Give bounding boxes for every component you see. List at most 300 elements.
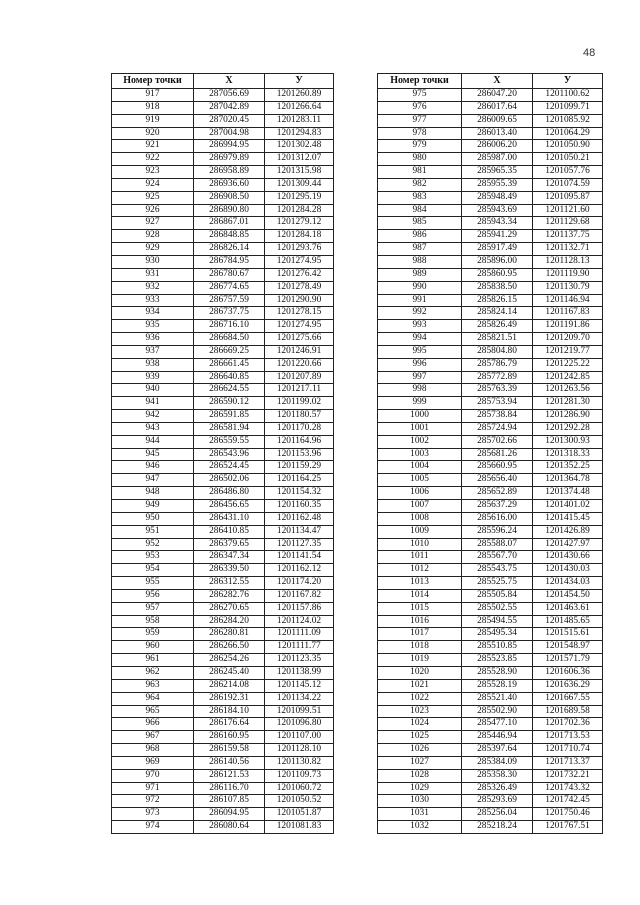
cell-x: 285505.84 (462, 589, 533, 602)
table-row (112, 538, 334, 551)
cell-point-number: 1009 (378, 525, 462, 538)
cell-point-number: 921 (112, 140, 194, 153)
table-row (112, 487, 334, 500)
cell-x: 286176.64 (194, 718, 265, 731)
cell-point-number: 1005 (378, 474, 462, 487)
cell-point-number: 973 (112, 808, 194, 821)
cell-x: 286559.55 (194, 435, 265, 448)
table-row (112, 371, 334, 384)
cell-x: 285941.29 (462, 230, 533, 243)
cell-x: 285495.34 (462, 628, 533, 641)
cell-y: 1201123.35 (265, 654, 334, 667)
cell-point-number: 951 (112, 525, 194, 538)
table-row (378, 127, 603, 140)
cell-x: 285860.95 (462, 268, 533, 281)
table-row (378, 461, 603, 474)
cell-y: 1201742.45 (533, 795, 603, 808)
table-row (112, 358, 334, 371)
cell-y: 1201260.89 (265, 89, 334, 102)
cell-point-number: 997 (378, 371, 462, 384)
cell-x: 286160.95 (194, 731, 265, 744)
cell-x: 285477.10 (462, 718, 533, 731)
table-row (378, 178, 603, 191)
cell-x: 286192.31 (194, 692, 265, 705)
cell-point-number: 933 (112, 294, 194, 307)
cell-point-number: 1018 (378, 641, 462, 654)
cell-x: 286284.20 (194, 615, 265, 628)
cell-x: 285358.30 (462, 769, 533, 782)
cell-y: 1201571.79 (533, 654, 603, 667)
cell-point-number: 975 (378, 89, 462, 102)
table-row (378, 821, 603, 834)
table-header-row (378, 74, 603, 89)
table-row (378, 641, 603, 654)
cell-point-number: 976 (378, 101, 462, 114)
table-row (112, 808, 334, 821)
cell-x: 285917.49 (462, 243, 533, 256)
cell-point-number: 1027 (378, 756, 462, 769)
table-row (378, 782, 603, 795)
table-row (112, 281, 334, 294)
cell-point-number: 978 (378, 127, 462, 140)
table-row (378, 679, 603, 692)
cell-point-number: 927 (112, 217, 194, 230)
cell-point-number: 944 (112, 435, 194, 448)
cell-point-number: 1010 (378, 538, 462, 551)
cell-y: 1201767.51 (533, 821, 603, 834)
cell-x: 286017.64 (462, 101, 533, 114)
cell-x: 286266.50 (194, 641, 265, 654)
cell-point-number: 942 (112, 410, 194, 423)
table-row (378, 101, 603, 114)
table-row (112, 782, 334, 795)
cell-point-number: 1008 (378, 512, 462, 525)
cell-x: 286591.85 (194, 410, 265, 423)
cell-y: 1201430.03 (533, 564, 603, 577)
cell-x: 286280.81 (194, 628, 265, 641)
cell-point-number: 969 (112, 756, 194, 769)
cell-x: 285446.94 (462, 731, 533, 744)
cell-x: 285753.94 (462, 397, 533, 410)
cell-y: 1201134.22 (265, 692, 334, 705)
cell-x: 286116.70 (194, 782, 265, 795)
cell-y: 1201128.10 (265, 744, 334, 757)
cell-x: 285397.64 (462, 744, 533, 757)
table-row (112, 564, 334, 577)
cell-point-number: 917 (112, 89, 194, 102)
cell-y: 1201292.28 (533, 422, 603, 435)
cell-y: 1201293.76 (265, 243, 334, 256)
cell-point-number: 958 (112, 615, 194, 628)
table-row (112, 255, 334, 268)
cell-point-number: 920 (112, 127, 194, 140)
table-row (112, 679, 334, 692)
table-row (112, 615, 334, 628)
header-point-number: Номер точки (112, 74, 194, 89)
cell-y: 1201153.96 (265, 448, 334, 461)
cell-y: 1201246.91 (265, 345, 334, 358)
table-row (112, 821, 334, 834)
cell-x: 286737.75 (194, 307, 265, 320)
cell-point-number: 939 (112, 371, 194, 384)
table-row (112, 191, 334, 204)
cell-y: 1201636.29 (533, 679, 603, 692)
table-row (378, 255, 603, 268)
table-row (378, 230, 603, 243)
cell-point-number: 937 (112, 345, 194, 358)
cell-y: 1201220.66 (265, 358, 334, 371)
cell-point-number: 946 (112, 461, 194, 474)
cell-x: 286826.14 (194, 243, 265, 256)
cell-y: 1201266.64 (265, 101, 334, 114)
cell-y: 1201702.36 (533, 718, 603, 731)
cell-y: 1201164.25 (265, 474, 334, 487)
table-row (112, 744, 334, 757)
table-row (112, 666, 334, 679)
cell-y: 1201121.60 (533, 204, 603, 217)
table-row (378, 692, 603, 705)
cell-y: 1201100.62 (533, 89, 603, 102)
cell-point-number: 974 (112, 821, 194, 834)
cell-x: 286107.85 (194, 795, 265, 808)
cell-point-number: 957 (112, 602, 194, 615)
cell-y: 1201141.54 (265, 551, 334, 564)
table-row (112, 512, 334, 525)
table-row (378, 294, 603, 307)
table-row (378, 140, 603, 153)
cell-y: 1201689.58 (533, 705, 603, 718)
cell-y: 1201050.52 (265, 795, 334, 808)
cell-x: 285987.00 (462, 153, 533, 166)
cell-x: 286339.50 (194, 564, 265, 577)
cell-y: 1201119.90 (533, 268, 603, 281)
cell-point-number: 1006 (378, 487, 462, 500)
cell-y: 1201278.15 (265, 307, 334, 320)
table-row (112, 397, 334, 410)
cell-y: 1201162.12 (265, 564, 334, 577)
cell-point-number: 955 (112, 577, 194, 590)
table-row (112, 602, 334, 615)
cell-point-number: 950 (112, 512, 194, 525)
cell-x: 286848.85 (194, 230, 265, 243)
table-row (378, 114, 603, 127)
cell-x: 286312.55 (194, 577, 265, 590)
cell-point-number: 1004 (378, 461, 462, 474)
cell-point-number: 1025 (378, 731, 462, 744)
cell-x: 285293.69 (462, 795, 533, 808)
table-row (112, 461, 334, 474)
cell-y: 1201207.89 (265, 371, 334, 384)
cell-point-number: 987 (378, 243, 462, 256)
cell-x: 285738.84 (462, 410, 533, 423)
coordinates-table-right (377, 73, 603, 834)
cell-x: 286254.26 (194, 654, 265, 667)
cell-x: 286214.08 (194, 679, 265, 692)
cell-x: 286669.25 (194, 345, 265, 358)
table-row (112, 114, 334, 127)
cell-x: 285943.34 (462, 217, 533, 230)
table-row (378, 217, 603, 230)
cell-point-number: 984 (378, 204, 462, 217)
cell-y: 1201352.25 (533, 461, 603, 474)
cell-point-number: 965 (112, 705, 194, 718)
cell-x: 286094.95 (194, 808, 265, 821)
cell-point-number: 963 (112, 679, 194, 692)
cell-x: 285596.24 (462, 525, 533, 538)
cell-y: 1201515.61 (533, 628, 603, 641)
cell-x: 286757.59 (194, 294, 265, 307)
cell-y: 1201129.68 (533, 217, 603, 230)
cell-y: 1201710.74 (533, 744, 603, 757)
cell-point-number: 996 (378, 358, 462, 371)
cell-x: 286431.10 (194, 512, 265, 525)
table-row (378, 333, 603, 346)
table-row (378, 281, 603, 294)
table-row (378, 602, 603, 615)
table-row (112, 410, 334, 423)
table-row (378, 320, 603, 333)
table-body-left (112, 89, 334, 834)
cell-y: 1201426.89 (533, 525, 603, 538)
table-row (378, 654, 603, 667)
cell-x: 286979.89 (194, 153, 265, 166)
cell-y: 1201401.02 (533, 500, 603, 513)
cell-x: 285528.19 (462, 679, 533, 692)
cell-x: 286121.53 (194, 769, 265, 782)
table-row (378, 204, 603, 217)
cell-x: 285660.95 (462, 461, 533, 474)
cell-x: 285786.79 (462, 358, 533, 371)
cell-y: 1201217.11 (265, 384, 334, 397)
cell-y: 1201132.71 (533, 243, 603, 256)
table-row (112, 718, 334, 731)
table-row (112, 551, 334, 564)
cell-y: 1201283.11 (265, 114, 334, 127)
cell-x: 285588.07 (462, 538, 533, 551)
cell-point-number: 992 (378, 307, 462, 320)
cell-y: 1201454.50 (533, 589, 603, 602)
cell-x: 285965.35 (462, 166, 533, 179)
cell-x: 285948.49 (462, 191, 533, 204)
cell-point-number: 972 (112, 795, 194, 808)
cell-y: 1201286.90 (533, 410, 603, 423)
cell-x: 286661.45 (194, 358, 265, 371)
table-row (378, 487, 603, 500)
cell-x: 285896.00 (462, 255, 533, 268)
cell-y: 1201130.82 (265, 756, 334, 769)
cell-y: 1201275.66 (265, 333, 334, 346)
cell-point-number: 929 (112, 243, 194, 256)
cell-y: 1201164.96 (265, 435, 334, 448)
table-row (112, 166, 334, 179)
cell-y: 1201364.78 (533, 474, 603, 487)
cell-point-number: 990 (378, 281, 462, 294)
cell-x: 285955.39 (462, 178, 533, 191)
cell-point-number: 931 (112, 268, 194, 281)
cell-point-number: 967 (112, 731, 194, 744)
cell-point-number: 960 (112, 641, 194, 654)
cell-point-number: 1030 (378, 795, 462, 808)
cell-y: 1201107.00 (265, 731, 334, 744)
cell-point-number: 966 (112, 718, 194, 731)
cell-x: 286684.50 (194, 333, 265, 346)
table-row (112, 153, 334, 166)
cell-y: 1201095.87 (533, 191, 603, 204)
cell-y: 1201134.47 (265, 525, 334, 538)
cell-y: 1201667.55 (533, 692, 603, 705)
cell-x: 286581.94 (194, 422, 265, 435)
cell-y: 1201127.35 (265, 538, 334, 551)
cell-point-number: 999 (378, 397, 462, 410)
cell-y: 1201081.83 (265, 821, 334, 834)
table-row (112, 448, 334, 461)
cell-y: 1201111.09 (265, 628, 334, 641)
cell-y: 1201096.80 (265, 718, 334, 731)
table-row (378, 628, 603, 641)
cell-point-number: 1031 (378, 808, 462, 821)
cell-x: 286080.64 (194, 821, 265, 834)
cell-x: 286140.56 (194, 756, 265, 769)
cell-point-number: 1016 (378, 615, 462, 628)
cell-point-number: 959 (112, 628, 194, 641)
cell-y: 1201180.57 (265, 410, 334, 423)
cell-x: 285826.15 (462, 294, 533, 307)
cell-point-number: 953 (112, 551, 194, 564)
cell-point-number: 1011 (378, 551, 462, 564)
cell-x: 285772.89 (462, 371, 533, 384)
cell-point-number: 1023 (378, 705, 462, 718)
cell-x: 286716.10 (194, 320, 265, 333)
cell-point-number: 925 (112, 191, 194, 204)
cell-y: 1201060.72 (265, 782, 334, 795)
cell-x: 285326.49 (462, 782, 533, 795)
table-row (112, 101, 334, 114)
cell-point-number: 918 (112, 101, 194, 114)
table-row (112, 756, 334, 769)
cell-y: 1201263.56 (533, 384, 603, 397)
cell-point-number: 1021 (378, 679, 462, 692)
header-point-number: Номер точки (378, 74, 462, 89)
cell-y: 1201302.48 (265, 140, 334, 153)
cell-x: 286543.96 (194, 448, 265, 461)
header-x: X (462, 74, 533, 89)
cell-point-number: 970 (112, 769, 194, 782)
cell-x: 286013.40 (462, 127, 533, 140)
cell-x: 287004.98 (194, 127, 265, 140)
table-row (378, 435, 603, 448)
cell-x: 286456.65 (194, 500, 265, 513)
table-row (112, 217, 334, 230)
cell-point-number: 962 (112, 666, 194, 679)
cell-y: 1201427.97 (533, 538, 603, 551)
page-number: 48 (583, 47, 596, 59)
cell-y: 1201713.53 (533, 731, 603, 744)
cell-x: 285804.80 (462, 345, 533, 358)
cell-point-number: 988 (378, 255, 462, 268)
cell-point-number: 981 (378, 166, 462, 179)
cell-point-number: 941 (112, 397, 194, 410)
table-row (378, 153, 603, 166)
cell-y: 1201279.12 (265, 217, 334, 230)
cell-y: 1201278.49 (265, 281, 334, 294)
cell-x: 286282.76 (194, 589, 265, 602)
cell-point-number: 940 (112, 384, 194, 397)
cell-x: 285543.75 (462, 564, 533, 577)
table-row (378, 500, 603, 513)
table-row (378, 345, 603, 358)
table-row (112, 294, 334, 307)
cell-point-number: 945 (112, 448, 194, 461)
cell-point-number: 1020 (378, 666, 462, 679)
table-row (112, 589, 334, 602)
cell-y: 1201315.98 (265, 166, 334, 179)
cell-point-number: 926 (112, 204, 194, 217)
cell-x: 286270.65 (194, 602, 265, 615)
table-row (378, 307, 603, 320)
cell-y: 1201128.13 (533, 255, 603, 268)
table-row (112, 705, 334, 718)
cell-point-number: 956 (112, 589, 194, 602)
cell-point-number: 938 (112, 358, 194, 371)
cell-x: 285528.90 (462, 666, 533, 679)
header-y: У (533, 74, 603, 89)
cell-x: 286774.65 (194, 281, 265, 294)
cell-point-number: 1014 (378, 589, 462, 602)
cell-y: 1201713.37 (533, 756, 603, 769)
table-row (378, 731, 603, 744)
cell-y: 1201157.86 (265, 602, 334, 615)
cell-x: 285616.00 (462, 512, 533, 525)
cell-point-number: 949 (112, 500, 194, 513)
cell-point-number: 1017 (378, 628, 462, 641)
table-row (378, 705, 603, 718)
table-row (378, 666, 603, 679)
cell-y: 1201276.42 (265, 268, 334, 281)
cell-y: 1201294.83 (265, 127, 334, 140)
header-x: X (194, 74, 265, 89)
cell-point-number: 952 (112, 538, 194, 551)
cell-x: 285502.55 (462, 602, 533, 615)
cell-point-number: 922 (112, 153, 194, 166)
cell-point-number: 948 (112, 487, 194, 500)
table-row (378, 268, 603, 281)
cell-point-number: 928 (112, 230, 194, 243)
cell-y: 1201274.95 (265, 255, 334, 268)
cell-point-number: 936 (112, 333, 194, 346)
cell-x: 286347.34 (194, 551, 265, 564)
cell-point-number: 989 (378, 268, 462, 281)
header-y: У (265, 74, 334, 89)
cell-x: 285724.94 (462, 422, 533, 435)
cell-y: 1201057.76 (533, 166, 603, 179)
cell-x: 285681.26 (462, 448, 533, 461)
cell-point-number: 985 (378, 217, 462, 230)
table-row (378, 358, 603, 371)
cell-point-number: 930 (112, 255, 194, 268)
cell-y: 1201138.99 (265, 666, 334, 679)
cell-y: 1201274.95 (265, 320, 334, 333)
cell-x: 285702.66 (462, 435, 533, 448)
coordinates-table-left (111, 73, 334, 834)
cell-x: 285567.70 (462, 551, 533, 564)
cell-x: 285521.40 (462, 692, 533, 705)
cell-x: 285656.40 (462, 474, 533, 487)
cell-x: 286410.85 (194, 525, 265, 538)
table-row (112, 333, 334, 346)
cell-y: 1201199.02 (265, 397, 334, 410)
cell-y: 1201174.20 (265, 577, 334, 590)
cell-point-number: 932 (112, 281, 194, 294)
